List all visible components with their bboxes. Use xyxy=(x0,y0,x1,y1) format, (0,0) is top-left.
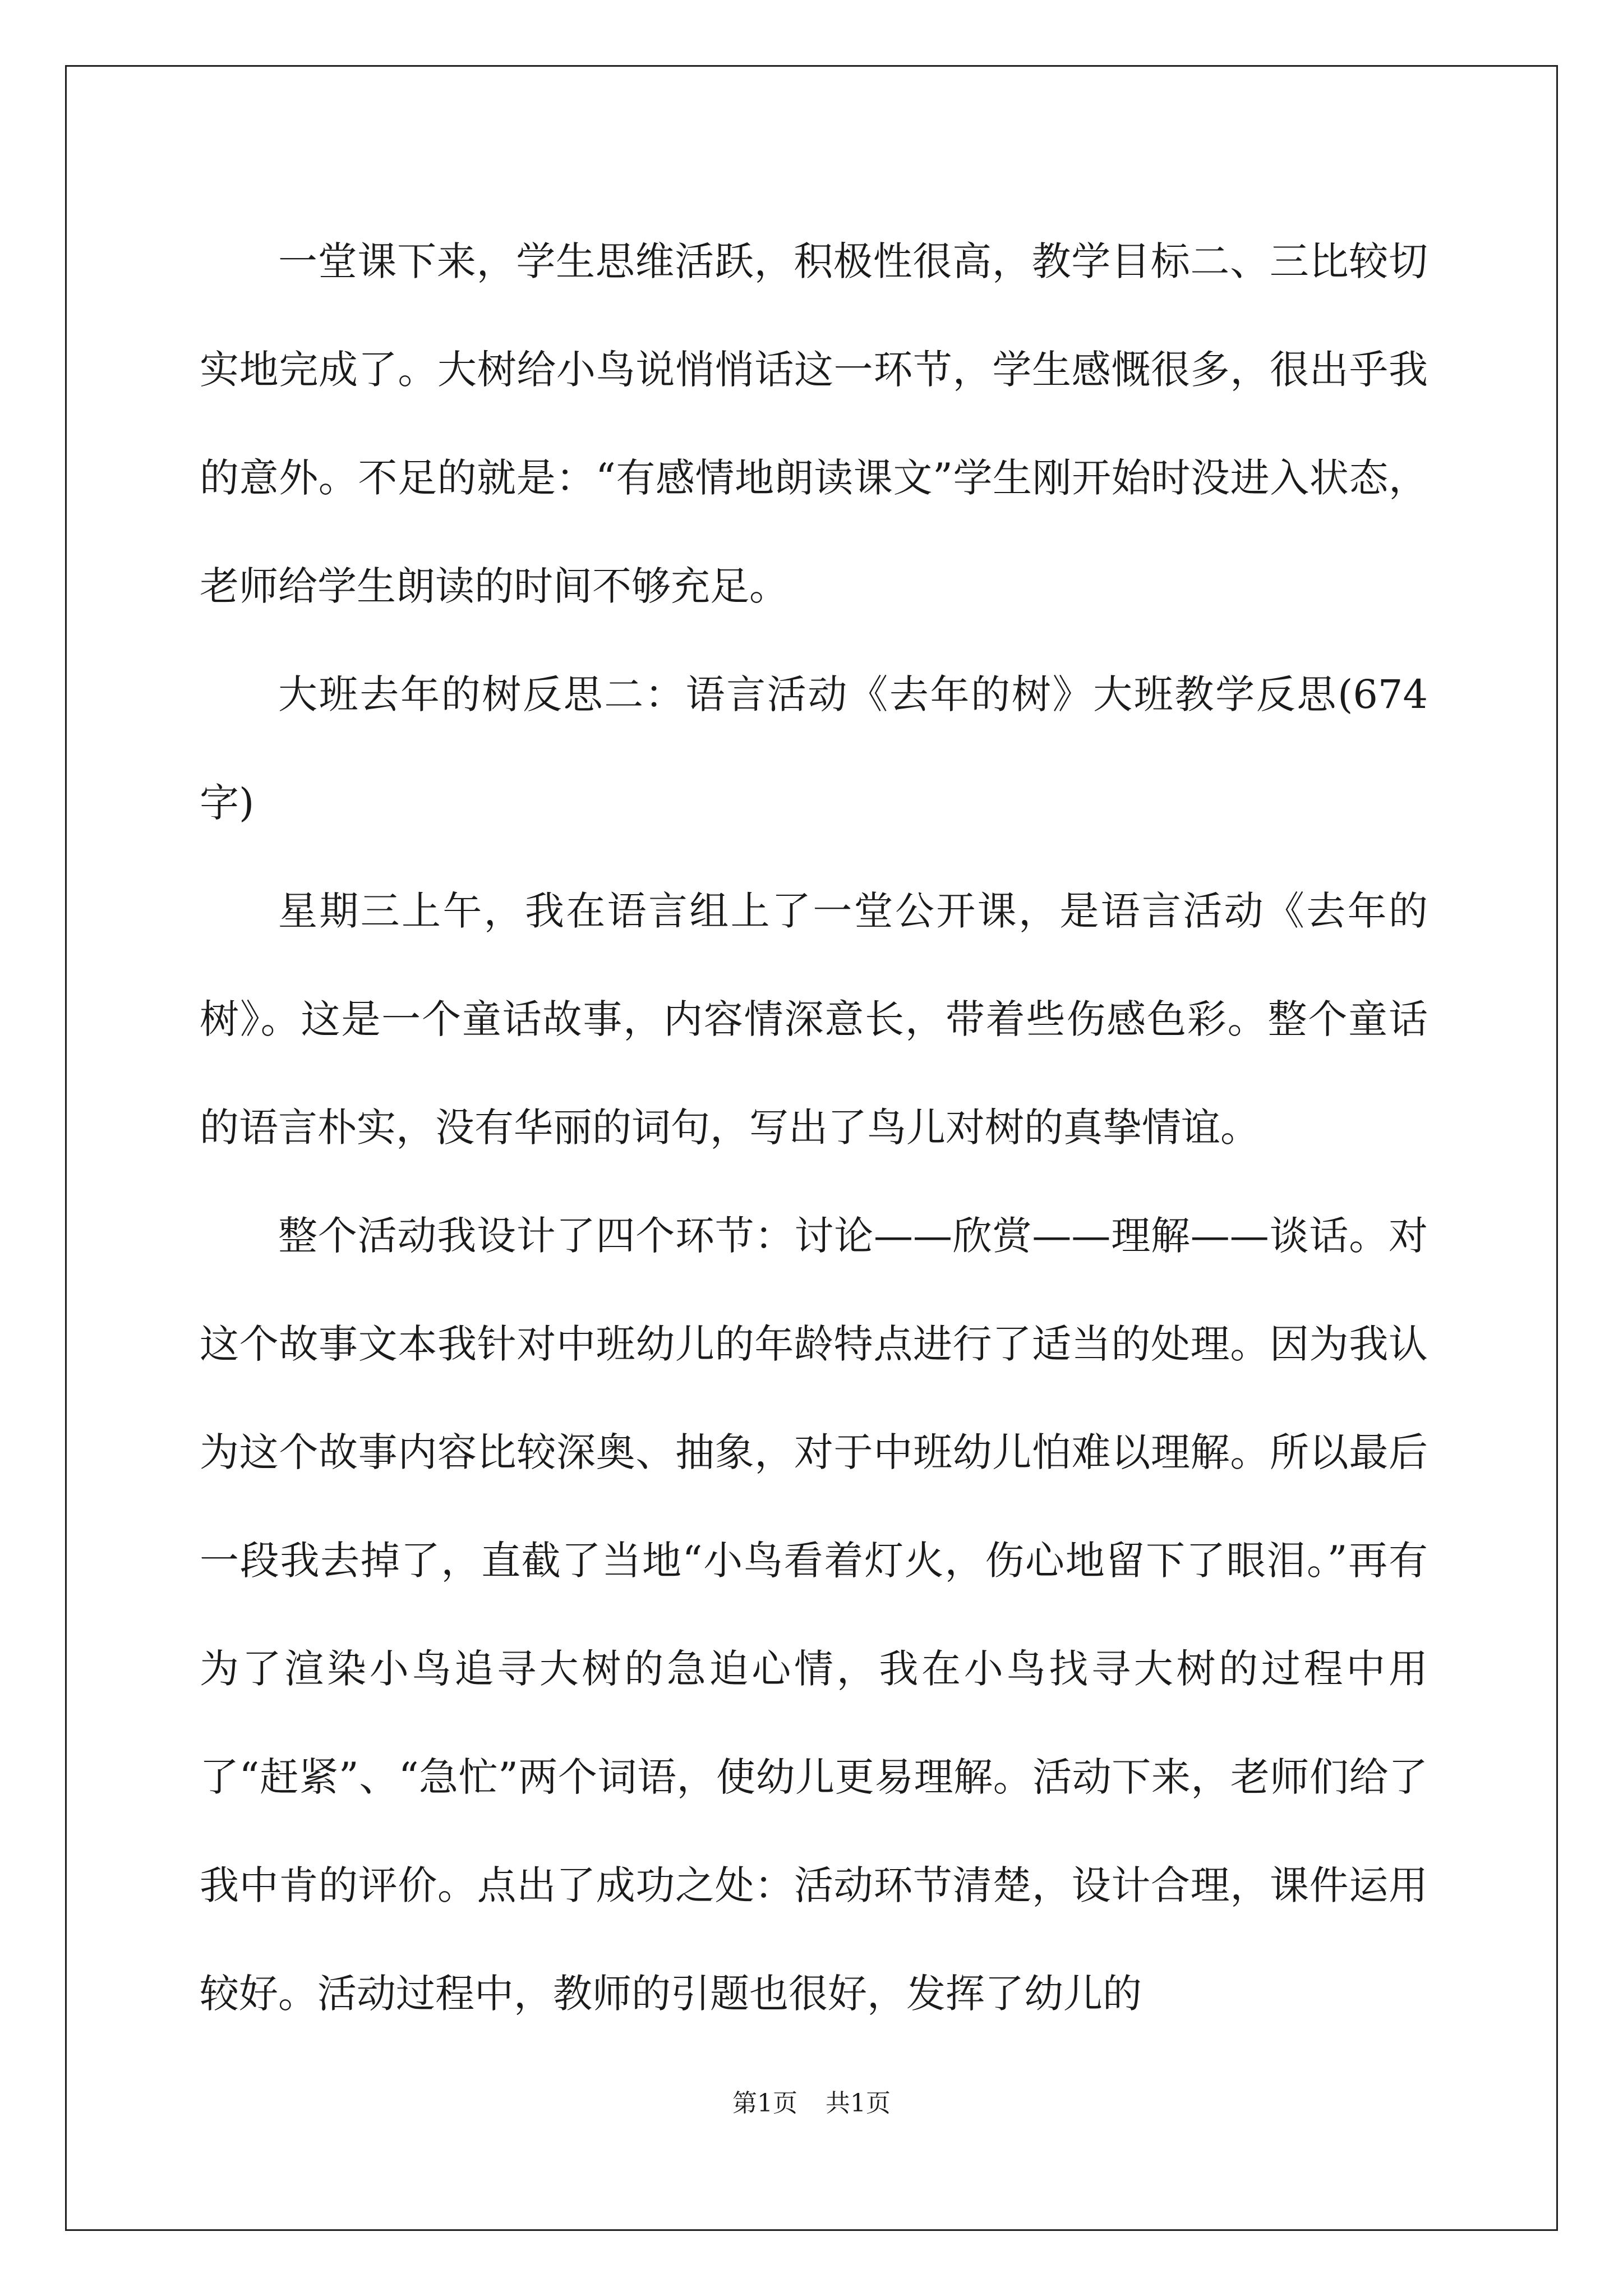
section-heading: 大班去年的树反思二：语言活动《去年的树》大班教学反思(674字) xyxy=(200,671,1428,826)
page-number-current: 第1页 xyxy=(732,2089,797,2118)
paragraph-activity-design: 整个活动我设计了四个环节：讨论——欣赏——理解——谈话。对这个故事文本我针对中班幼儿的年龄特点进行了适当的处理。因为我认为这个故事内容比较深奥、抽象，对于中班幼儿怕难以理解。所以最后一段我去掉了，直截了当地“小鸟看着灯火，伤心地留下了眼泪。”再有为了渲染小鸟追寻大树的急迫心情，我在小鸟找寻大树的过程中用了“赶紧”、“急忙”两个词语，使幼儿更易理解。活动下来，老师们给了我中肯的评价。点出了成功之处：活动环节清楚，设计合理，课件运用较好。活动过程中，教师的引题也很好，发挥了幼儿的 xyxy=(200,1213,1428,2017)
paragraph-lesson-intro: 星期三上午，我在语言组上了一堂公开课，是语言活动《去年的树》。这是一个童话故事，内容情深意长，带着些伤感色彩。整个童话的语言朴实，没有华丽的词句，写出了鸟儿对树的真挚情谊。 xyxy=(200,888,1428,1151)
document-body xyxy=(200,208,1428,2048)
page-footer xyxy=(0,2087,1623,2120)
paragraph-reflection-summary: 一堂课下来，学生思维活跃，积极性很高，教学目标二、三比较切实地完成了。大树给小鸟说悄悄话这一环节，学生感慨很多，很出乎我的意外。不足的就是：“有感情地朗读课文”学生刚开始时没进入状态，老师给学生朗读的时间不够充足。 xyxy=(200,238,1428,609)
page-number-total: 共1页 xyxy=(826,2089,891,2118)
